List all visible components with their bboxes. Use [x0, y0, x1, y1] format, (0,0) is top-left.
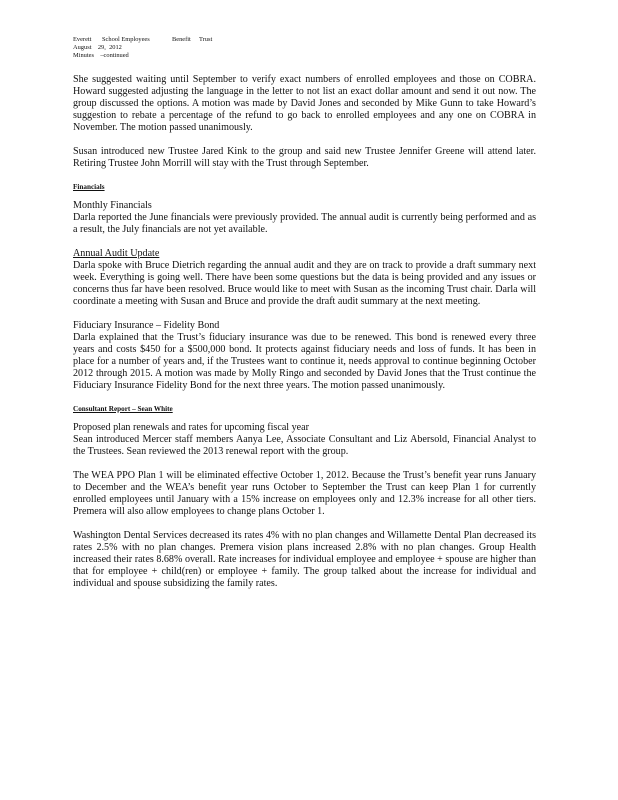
header-org-3: Benefit	[172, 36, 191, 43]
header-day: 29,	[97, 44, 106, 51]
header-line-1	[73, 36, 536, 44]
consultant-paragraph-1: Sean introduced Mercer staff members Aanya Lee, Associate Consultant and Liz Abersold, Financial Analyst to the Trustees. Sean reviewed the 2013 renewal report with the group.	[73, 434, 536, 457]
header-org: Everett	[73, 36, 92, 43]
intro-paragraph-2: Susan introduced new Trustee Jared Kink to the group and said new Trustee Jennifer Greene will attend later. Retiring Trustee John Morrill will stay with the Trust through September.	[73, 146, 536, 169]
monthly-financials-title: Monthly Financials	[73, 200, 152, 211]
header-month: August	[73, 44, 92, 51]
header-continued: –continued	[100, 52, 129, 59]
document-header	[73, 36, 536, 60]
proposed-renewals-title: Proposed plan renewals and rates for upcoming fiscal year	[73, 422, 310, 433]
header-minutes: Minutes	[73, 52, 94, 59]
monthly-financials-text: Darla reported the June financials were previously provided. The annual audit is currently being performed and as a result, the July financials are not yet available.	[73, 212, 536, 235]
consultant-paragraph-2: The WEA PPO Plan 1 will be eliminated effective October 1, 2012. Because the Trust’s benefit year runs January to December and the WEA’s benefit year runs October to September the Trust can keep Plan 1 for currently enrolled employees until January with a 15% increase on employees only and 12.3% increase for all other tiers. Premera will also allow employees to change plans October 1.	[73, 470, 536, 517]
consultant-paragraph-3: Washington Dental Services decreased its rates 4% with no plan changes and Willamette Dental Plan decreased its rates 2.5% with no plan changes. Premera vision plans increased 2.8% with no plan changes. Group Health increased their rates 8.68% overall. Rate increases for individual employee and employee + spouse are higher than that for employee + child(ren) or employee + family. The group talked about the increase for individual and individual and spouse subsidizing the family rates.	[73, 530, 536, 589]
header-org-4: Trust	[199, 36, 213, 43]
header-org-2: School Employees	[102, 36, 150, 43]
annual-audit-text: Darla spoke with Bruce Dietrich regarding the annual audit and they are on track to provide a draft summary next week. Everything is going well. There have been some questions but the data is being provided and any issues or concerns thus far have been resolved. Bruce would like to meet with Susan as the incoming Trust chair. Darla will coordinate a meeting with Susan and Bruce and provide the draft audit summary at the next meeting.	[73, 260, 536, 307]
header-line-3	[73, 52, 536, 60]
intro-paragraph-1: She suggested waiting until September to verify exact numbers of enrolled employees and those on COBRA. Howard suggested adjusting the language in the letter to not list an exact dollar amount and send it out now. The group discussed the options. A motion was made by David Jones and seconded by Mike Gunn to take Howard’s suggestion to rebate a percentage of the refund to go back to enrolled employees and any one on COBRA in November. The motion passed unanimously.	[73, 74, 536, 133]
financials-heading: Financials	[73, 183, 105, 191]
consultant-heading: Consultant Report – Sean White	[73, 405, 173, 413]
fidelity-bond-title: Fiduciary Insurance – Fidelity Bond	[73, 320, 220, 331]
fidelity-bond-text: Darla explained that the Trust’s fiduciary insurance was due to be renewed. This bond is renewed every three years and costs $450 for a $500,000 bond. It protects against fiduciary needs and loss of funds. It has been in place for a number of years and, if the Trustees want to continue it, needs approval to continue beginning October 2012 through 2015. A motion was made by Molly Ringo and seconded by David Jones that the Trust continue the Fiduciary Insurance Fidelity Bond for the next three years. The motion passed unanimously.	[73, 332, 536, 391]
annual-audit-title: Annual Audit Update	[73, 248, 160, 259]
header-line-2	[73, 44, 536, 52]
header-year: 2012	[109, 44, 122, 51]
